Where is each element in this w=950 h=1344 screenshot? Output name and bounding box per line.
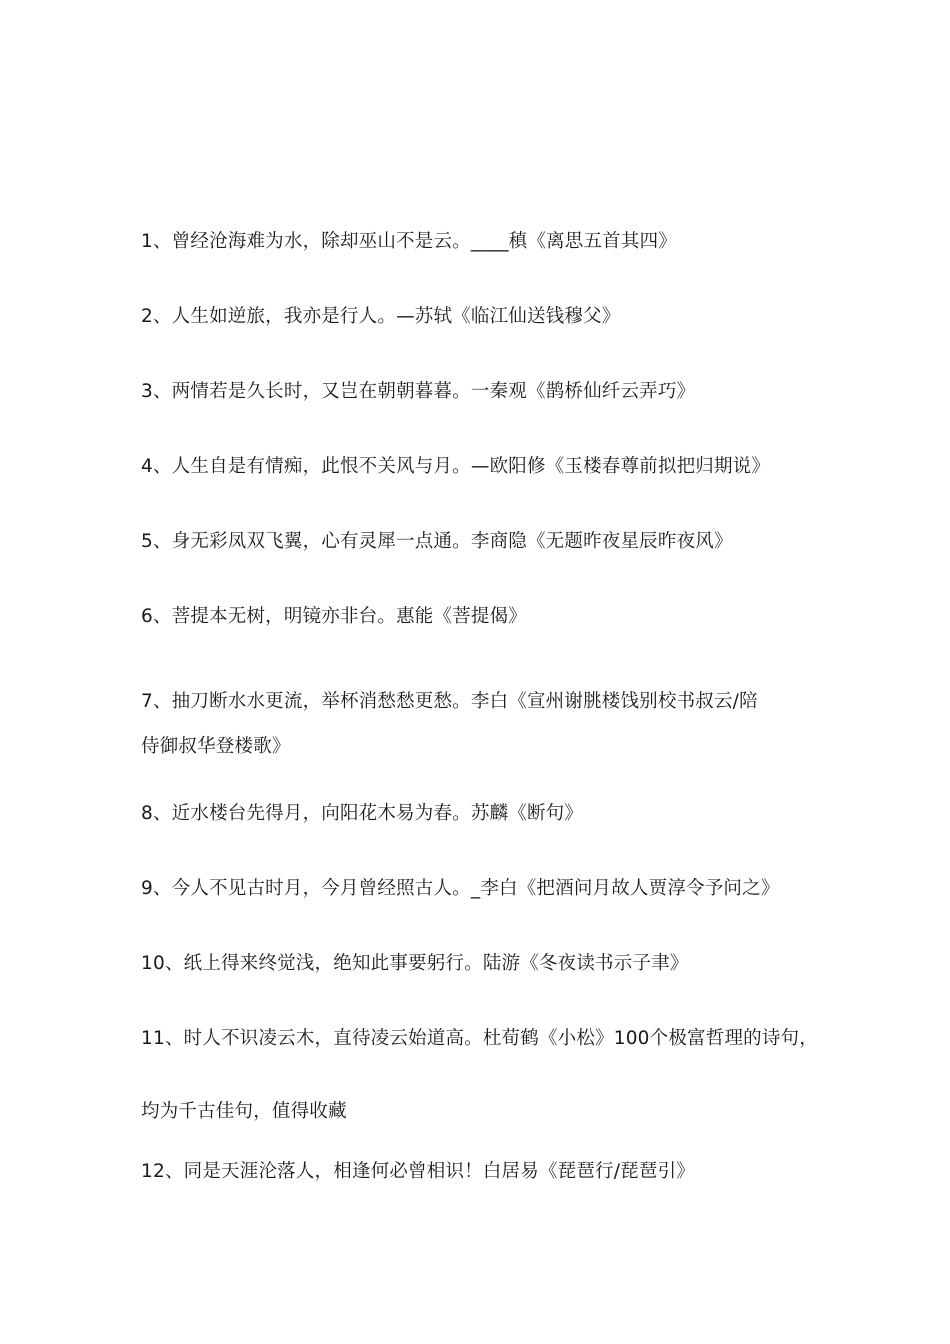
quote-line-5: 5、身无彩凤双飞翼，心有灵犀一点通。李商隐《无题昨夜星辰昨夜风》 — [141, 531, 733, 552]
quote-line-2: 2、人生如逆旅，我亦是行人。—苏轼《临江仙送钱穆父》 — [141, 306, 621, 327]
quote-line-9: 9、今人不见古时月，今月曾经照古人。_李白《把酒问月故人贾淳令予问之》 — [141, 878, 780, 899]
quote-line-12: 12、同是天涯沦落人，相逢何必曾相识！白居易《琵琶行/琵琶引》 — [141, 1161, 695, 1182]
quote-line-7: 7、抽刀断水水更流，举杯消愁愁更愁。李白《宣州谢朓楼饯别校书叔云/陪 — [141, 691, 758, 712]
quote-line-3: 3、两情若是久长时，又岂在朝朝暮暮。一秦观《鹊桥仙纤云弄巧》 — [141, 381, 696, 402]
quote-line-11-continued: 均为千古佳句，值得收藏 — [141, 1101, 347, 1122]
quote-line-10: 10、纸上得来终觉浅，绝知此事要躬行。陆游《冬夜读书示子聿》 — [141, 953, 689, 974]
quote-line-8: 8、近水楼台先得月，向阳花木易为春。苏麟《断句》 — [141, 803, 584, 824]
quote-line-7-continued: 侍御叔华登楼歌》 — [141, 736, 291, 757]
quote-line-11: 11、时人不识凌云木，直待凌云始道高。杜荀鹤《小松》100个极富哲理的诗句， — [141, 1028, 818, 1049]
quote-line-4: 4、人生自是有情痴，此恨不关风与月。—欧阳修《玉楼春尊前拟把归期说》 — [141, 456, 771, 477]
quote-line-6: 6、菩提本无树，明镜亦非台。惠能《菩提偈》 — [141, 606, 527, 627]
quote-line-1: 1、曾经沧海难为水，除却巫山不是云。____稹《离思五首其四》 — [141, 231, 677, 252]
